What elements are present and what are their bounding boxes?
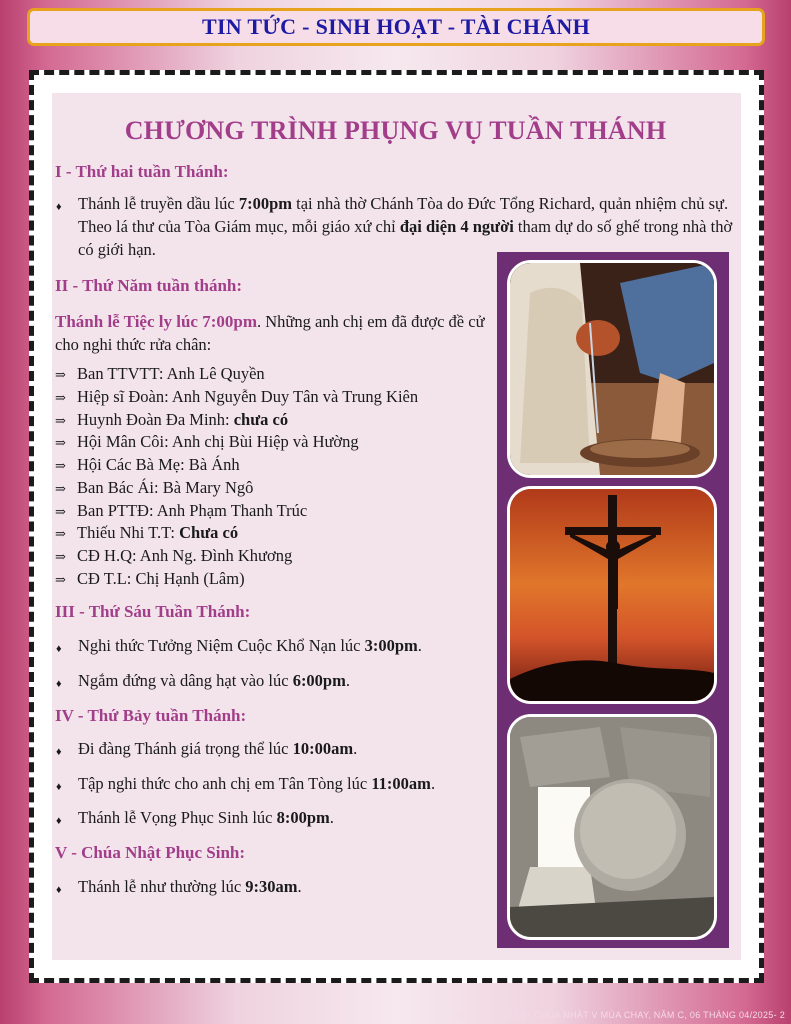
bullet-item xyxy=(56,875,476,898)
item-text: . xyxy=(430,774,436,793)
item-text: Đi đàng Thánh giá trọng thể lúc xyxy=(78,739,293,758)
photo-column xyxy=(497,252,729,948)
bullet-text xyxy=(56,634,476,657)
emphasis-text: 3:00pm xyxy=(364,636,418,655)
item-text: Ban TTVTT: Anh Lê Quyền xyxy=(77,364,265,383)
foot-washing-photo xyxy=(507,260,717,478)
diamond-bullet-icon: ♦ xyxy=(56,884,62,896)
item-text: . xyxy=(329,808,334,827)
item-text: CĐ T.L: Chị Hạnh (Lâm) xyxy=(77,569,245,588)
section-banner xyxy=(27,8,765,46)
diamond-bullet-icon: ♦ xyxy=(56,201,62,213)
bullet-text xyxy=(56,669,476,692)
item-text: Ban PTTĐ: Anh Phạm Thanh Trúc xyxy=(77,501,308,520)
arrow-bullet-icon: ⇒ xyxy=(55,504,66,519)
emphasis-text: Chưa có xyxy=(179,523,239,542)
thursday-lead xyxy=(55,310,495,356)
emphasis-text: 8:00pm xyxy=(276,808,330,827)
arrow-bullet-icon: ⇒ xyxy=(55,481,66,496)
item-text: Ngắm đứng và dâng hạt vào lúc xyxy=(78,671,293,690)
arrow-bullet-icon: ⇒ xyxy=(55,458,66,473)
heading-friday: III - Thứ Sáu Tuần Thánh: xyxy=(55,602,251,621)
foot-washing-member xyxy=(55,523,238,544)
item-text: . xyxy=(297,877,302,896)
diamond-bullet-icon: ♦ xyxy=(56,643,62,655)
arrow-bullet-icon: ⇒ xyxy=(55,367,66,382)
foot-washing-member xyxy=(55,364,265,385)
item-text: CĐ H.Q: Anh Ng. Đình Khương xyxy=(77,546,293,565)
diamond-bullet-icon: ♦ xyxy=(56,746,62,758)
foot-washing-member xyxy=(55,455,240,476)
bullet-text xyxy=(56,772,476,795)
emphasis-text: 10:00am xyxy=(292,739,354,758)
arrow-bullet-icon: ⇒ xyxy=(55,572,66,587)
item-text: tham dự do số ghế trong nhà thờ có giới hạn. xyxy=(78,217,733,259)
arrow-bullet-icon: ⇒ xyxy=(55,526,66,541)
footer-issue-info: BẢN TIN SỐ 19 - CHÚA NHẬT V MÙA CHAY, NĂM C, 06 THÁNG 04/2025- 2 xyxy=(458,1010,785,1020)
heading-sunday: V - Chúa Nhật Phục Sinh: xyxy=(55,843,246,862)
bullet-item xyxy=(56,806,476,829)
arrow-bullet-icon: ⇒ xyxy=(55,549,66,564)
diamond-bullet-icon: ♦ xyxy=(56,678,62,690)
page-title: CHƯƠNG TRÌNH PHỤNG VỤ TUẦN THÁNH xyxy=(124,116,667,145)
banner-title: TIN TỨC - SINH HOẠT - TÀI CHÁNH xyxy=(201,14,591,39)
heading-monday: I - Thứ hai tuần Thánh: xyxy=(55,162,229,181)
bullet-text xyxy=(56,806,476,829)
heading-saturday: IV - Thứ Bảy tuần Thánh: xyxy=(55,706,247,725)
bullet-text xyxy=(56,737,476,760)
item-text: Thiếu Nhi T.T: xyxy=(77,523,180,542)
item-text: Hội Các Bà Mẹ: Bà Ánh xyxy=(77,455,240,474)
item-text: Nghi thức Tưởng Niệm Cuộc Khổ Nạn lúc xyxy=(78,636,365,655)
arrow-bullet-icon: ⇒ xyxy=(55,435,66,450)
item-text: Tập nghi thức cho anh chị em Tân Tòng lúc xyxy=(78,774,372,793)
empty-tomb-photo xyxy=(507,714,717,940)
crucifixion-photo xyxy=(507,486,717,704)
bullet-item xyxy=(56,669,476,692)
emphasis-text: chưa có xyxy=(233,410,289,429)
emphasis-text: 11:00am xyxy=(371,774,431,793)
item-text: Hiệp sĩ Đoàn: Anh Nguyễn Duy Tân và Trung Kiên xyxy=(77,387,419,406)
emphasis-text: 6:00pm xyxy=(292,671,346,690)
heading-thursday: II - Thứ Năm tuần thánh: xyxy=(55,276,243,295)
emphasis-text: đại diện 4 người xyxy=(399,217,514,236)
foot-washing-member xyxy=(55,410,288,431)
bullet-text xyxy=(56,192,746,261)
item-text: Thánh lễ Vọng Phục Sinh lúc xyxy=(78,808,277,827)
item-text: tại nhà thờ Chánh Tòa do Đức Tổng Richard, quản nhiệm chủ sự. Theo lá thư của Tòa Giám mục, mỗi giáo xứ chỉ xyxy=(78,194,729,236)
foot-washing-member xyxy=(55,501,307,522)
arrow-bullet-icon: ⇒ xyxy=(55,390,66,405)
foot-washing-member xyxy=(55,569,245,590)
item-text: . xyxy=(417,636,422,655)
bullet-item xyxy=(56,634,476,657)
foot-washing-member xyxy=(55,478,253,499)
item-text: Ban Bác Ái: Bà Mary Ngô xyxy=(77,478,254,497)
diamond-bullet-icon: ♦ xyxy=(56,815,62,827)
bullet-item xyxy=(56,192,746,261)
foot-washing-member xyxy=(55,432,359,453)
thursday-lead-text: . Những anh chị em đã được đề cử cho nghi thức rửa chân: xyxy=(55,312,485,354)
bullet-text xyxy=(56,875,476,898)
item-text: Hội Mân Côi: Anh chị Bùi Hiệp và Hường xyxy=(77,432,359,451)
emphasis-text: 7:00pm xyxy=(238,194,292,213)
item-text: . xyxy=(353,739,358,758)
foot-washing-member xyxy=(55,546,292,567)
item-text: . xyxy=(345,671,350,690)
thursday-mass-time: Thánh lễ Tiệc ly lúc 7:00pm xyxy=(55,312,257,331)
arrow-bullet-icon: ⇒ xyxy=(55,413,66,428)
item-text: Huynh Đoàn Đa Minh: xyxy=(77,410,234,429)
item-text: Thánh lễ truyền dầu lúc xyxy=(78,194,239,213)
diamond-bullet-icon: ♦ xyxy=(56,781,62,793)
bullet-item xyxy=(56,772,476,795)
emphasis-text: 9:30am xyxy=(245,877,298,896)
bullet-item xyxy=(56,737,476,760)
foot-washing-member xyxy=(55,387,418,408)
item-text: Thánh lễ như thường lúc xyxy=(78,877,246,896)
